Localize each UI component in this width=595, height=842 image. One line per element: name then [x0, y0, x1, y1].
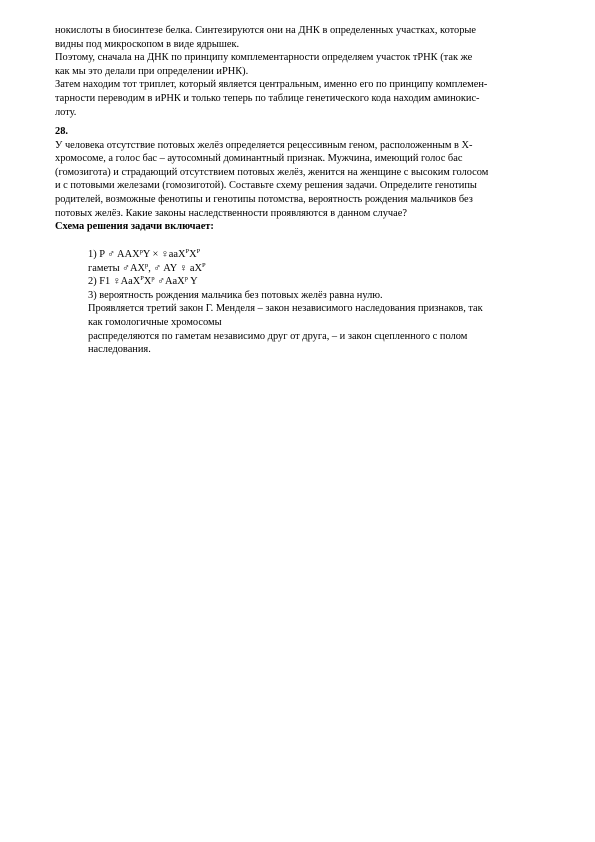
intro-line: тарности переводим в иРНК и только теперь по таблице генетического кода находим аминокис- — [55, 92, 480, 104]
intro-line: Поэтому, сначала на ДНК по принципу комплементарности определяем участок тРНК (так же — [55, 52, 473, 64]
scheme-laws-line: распределяются по гаметам независимо друг от друга, – и закон сцепленного с полом — [88, 330, 468, 342]
task-line: хромосоме, а голос бас – аутосомный доминантный признак. Мужчина, имеющий голос бас — [55, 153, 463, 165]
task-line: и с потовыми железами (гомозиготой). Составьте схему решения задачи. Определите генотипы — [55, 180, 477, 192]
intro-paragraphs — [55, 24, 545, 119]
intro-line: Затем находим тот триплет, который является центральным, именно его по принципу комплемен- — [55, 79, 488, 91]
scheme-probability: 3) вероятность рождения мальчика без потовых желёз равна нулю. — [88, 289, 383, 301]
scheme-body — [55, 248, 545, 357]
scheme-laws-line: наследования. — [88, 344, 151, 356]
task-line: родителей, возможные фенотипы и генотипы потомства, вероятность рождения мальчиков без — [55, 193, 473, 205]
task-section — [55, 125, 545, 234]
task-line: потовых желёз. Какие законы наследственности проявляются в данном случае? — [55, 207, 407, 219]
scheme-f1-line: 2) F1 $♀AaX^PX^p$ ♂AaX$^p$ Y — [88, 275, 198, 288]
scheme-gametes-line: гаметы $♂AX^p$, ♂ AY ♀ $aX^P$ — [88, 261, 206, 274]
scheme-p-line: 1) P ♂ $AAX^pY$ × $♀aaX^PX^P$ — [88, 248, 201, 260]
task-number: 28. — [55, 126, 68, 137]
intro-line: как мы это делали при определении иРНК). — [55, 65, 249, 77]
scheme-laws-line: как гомологичные хромосомы — [88, 316, 222, 328]
intro-line: видны под микроскопом в виде ядрышек. — [55, 38, 240, 50]
intro-line: лоту. — [55, 106, 77, 118]
task-line: (гомозигота) и страдающий отсутствием потовых желёз, женится на женщине с высоким голосом — [55, 166, 489, 178]
task-line: У человека отсутствие потовых желёз определяется рецессивным геном, расположенным в X- — [55, 139, 473, 151]
scheme-laws-line: Проявляется третий закон Г. Менделя – закон независимого наследования признаков, так — [88, 303, 483, 315]
intro-line: нокислоты в биосинтезе белка. Синтезируются они на ДНК в определенных участках, которые — [55, 25, 477, 36]
scheme-heading: Схема решения задачи включает: — [55, 221, 214, 233]
